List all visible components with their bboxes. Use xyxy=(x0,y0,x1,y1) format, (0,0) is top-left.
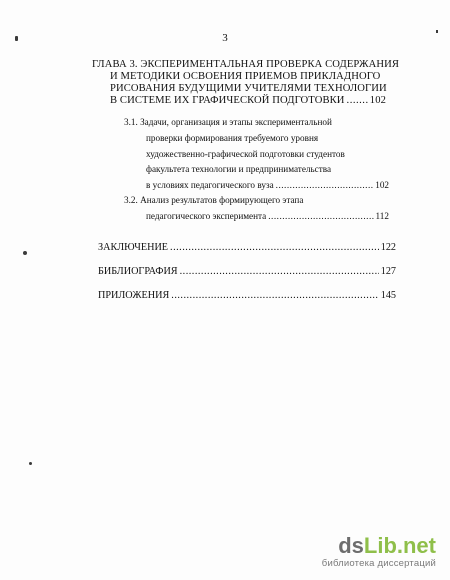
entry-label: ПРИЛОЖЕНИЯ xyxy=(98,290,170,301)
section-page-number: 112 xyxy=(375,210,389,221)
chapter-title-line: В СИСТЕМЕ ИХ ГРАФИЧЕСКОЙ ПОДГОТОВКИ xyxy=(110,95,345,106)
scan-speck xyxy=(15,36,18,41)
scan-speck xyxy=(23,251,27,255)
toc-section-3-1 xyxy=(124,115,389,194)
chapter-page-number: 102 xyxy=(369,95,386,106)
dot-leader xyxy=(180,266,379,277)
section-line: в условиях педагогического вуза xyxy=(146,180,274,191)
entry-label: БИБЛИОГРАФИЯ xyxy=(98,266,178,277)
section-page-number: 102 xyxy=(375,180,389,191)
dot-leader xyxy=(170,242,379,253)
section-line: художественно-графической подготовки студентов xyxy=(146,148,345,159)
watermark xyxy=(296,535,436,570)
scan-speck xyxy=(436,30,438,33)
section-line xyxy=(124,115,389,131)
watermark-logo-main: Lib.net xyxy=(363,533,436,558)
entry-label: ЗАКЛЮЧЕНИЕ xyxy=(98,242,169,253)
toc-entry-bibliography xyxy=(98,266,396,277)
section-line: 3.2. Анализ результатов формирующего этапа xyxy=(124,195,304,205)
chapter-title-line: ГЛАВА 3. ЭКСПЕРИМЕНТАЛЬНАЯ ПРОВЕРКА СОДЕРЖАНИЯ xyxy=(92,59,400,70)
section-line: проверки формирования требуемого уровня xyxy=(146,132,319,143)
entry-page-number: 145 xyxy=(380,290,396,301)
dot-leader xyxy=(171,290,378,301)
section-last-row xyxy=(124,178,389,194)
toc-section-3-2 xyxy=(124,193,389,225)
dot-leader xyxy=(347,95,368,107)
scan-speck xyxy=(29,462,32,465)
section-line: факультета технологии и предпринимательства xyxy=(146,164,332,175)
chapter-title-line: И МЕТОДИКИ ОСВОЕНИЯ ПРИЕМОВ ПРИКЛАДНОГО xyxy=(110,71,381,82)
entry-page-number: 122 xyxy=(380,242,396,253)
chapter-title-last-row xyxy=(110,95,386,107)
watermark-logo-prefix: ds xyxy=(338,533,364,558)
toc-chapter-3 xyxy=(92,59,400,107)
section-line-text: 3.1. Задачи, организация и этапы экспериментальной xyxy=(124,117,332,127)
page-number: 3 xyxy=(222,32,228,44)
dot-leader xyxy=(276,178,374,194)
dot-leader xyxy=(268,209,373,225)
watermark-subtitle: библиотека диссертаций xyxy=(321,558,436,569)
section-line: педагогического эксперимента xyxy=(146,210,267,221)
section-last-row xyxy=(124,209,389,225)
toc-entry-appendices xyxy=(98,290,396,301)
toc-entry-conclusion xyxy=(98,242,396,253)
entry-page-number: 127 xyxy=(380,266,396,277)
chapter-title-line: РИСОВАНИЯ БУДУЩИМИ УЧИТЕЛЯМИ ТЕХНОЛОГИИ xyxy=(110,83,387,94)
watermark-logo xyxy=(296,535,436,557)
